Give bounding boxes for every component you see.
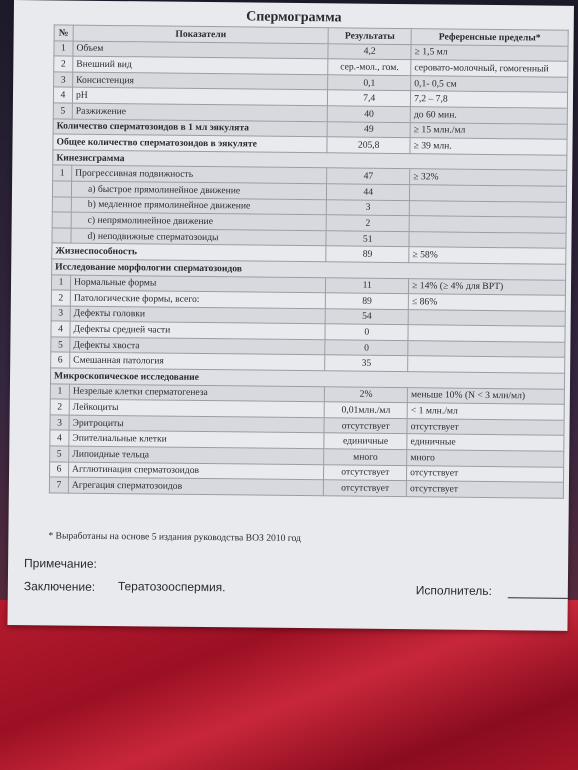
row-parameter: Патологические формы, всего:: [70, 290, 325, 308]
row-parameter: Внешний вид: [73, 56, 328, 74]
row-parameter: Агрегация сперматозоидов: [68, 477, 323, 495]
row-number: [52, 212, 71, 228]
conclusion-value: Тератозооспермия.: [117, 579, 226, 595]
row-parameter: Агглютинация сперматозоидов: [68, 462, 323, 480]
row-parameter: d) неподвижные сперматозоиды: [71, 228, 326, 246]
row-reference: серовато-молочный, гомогенный: [411, 60, 568, 77]
row-reference: [408, 341, 565, 358]
row-number: [52, 228, 71, 244]
row-number: 1: [53, 165, 72, 181]
row-result: 0,1: [328, 75, 411, 91]
row-number: 4: [51, 321, 70, 337]
row-reference: < 1 млн./мл: [407, 403, 564, 420]
executor-label: Исполнитель:: [415, 583, 493, 599]
row-reference: много: [407, 450, 564, 467]
row-result: отсутствует: [324, 464, 407, 480]
row-number: 5: [53, 103, 72, 119]
row-parameter: Количество сперматозоидов в 1 мл эякулята: [53, 118, 327, 136]
row-number: 4: [50, 430, 69, 446]
col-name-header: Показатели: [73, 25, 328, 43]
col-result-header: Результаты: [328, 28, 411, 44]
row-reference: [409, 200, 566, 217]
row-reference: [408, 356, 565, 373]
row-number: 1: [54, 41, 73, 57]
row-number: 3: [51, 306, 70, 322]
row-parameter: Липоидные тельца: [69, 446, 324, 464]
row-parameter: a) быстрое прямолинейное движение: [71, 181, 326, 199]
row-reference: [409, 216, 566, 233]
row-reference: отсутствует: [407, 465, 564, 482]
col-ref-header: Референсные пределы*: [411, 29, 568, 46]
row-result: 51: [326, 231, 409, 247]
row-reference: до 60 мин.: [410, 107, 567, 124]
row-result: 54: [325, 308, 408, 324]
row-result: много: [324, 449, 407, 465]
row-result: 2: [326, 215, 409, 231]
note-label: Примечание:: [24, 556, 97, 571]
row-parameter: Смешанная патология: [70, 353, 325, 371]
row-number: [52, 196, 71, 212]
row-reference: [408, 309, 565, 326]
section-heading: Исследование морфологии сперматозоидов: [52, 259, 566, 280]
row-reference: ≥ 1,5 мл: [411, 44, 568, 61]
row-result: 4,2: [328, 43, 411, 59]
col-num-header: №: [54, 25, 73, 41]
row-result: 40: [328, 106, 411, 122]
row-reference: единичные: [407, 434, 564, 451]
row-parameter: Консистенция: [73, 72, 328, 90]
row-result: 49: [327, 121, 410, 137]
signature-line: [508, 597, 568, 599]
row-result: единичные: [324, 433, 407, 449]
row-parameter: Дефекты хвоста: [70, 337, 325, 355]
row-number: 4: [53, 87, 72, 103]
footnote: * Выработаны на основе 5 издания руководства ВОЗ 2010 год: [48, 530, 301, 545]
row-reference: ≥ 32%: [410, 169, 567, 186]
row-parameter: b) медленное прямолинейное движение: [71, 197, 326, 215]
row-parameter: Дефекты средней части: [70, 321, 325, 339]
row-result: 47: [327, 168, 410, 184]
row-parameter: Дефекты головки: [70, 306, 325, 324]
row-reference: ≥ 39 млн.: [410, 138, 567, 155]
row-result: 35: [325, 355, 408, 371]
row-result: 89: [326, 246, 409, 262]
row-reference: ≥ 58%: [409, 247, 566, 264]
row-result: сер.-мол., гом.: [328, 59, 411, 75]
row-parameter: c) непрямолинейное движение: [71, 212, 326, 230]
row-result: 205,8: [327, 137, 410, 153]
row-result: 0,01млн./мл: [324, 402, 407, 418]
row-reference: [409, 231, 566, 248]
row-parameter: Эритроциты: [69, 415, 324, 433]
row-result: отсутствует: [324, 418, 407, 434]
row-number: 2: [51, 290, 70, 306]
row-parameter: Нормальные формы: [70, 275, 325, 293]
row-number: 1: [51, 274, 70, 290]
section-heading: Кинезисграмма: [53, 150, 567, 171]
row-number: 6: [51, 352, 70, 368]
row-number: 3: [54, 72, 73, 88]
row-reference: ≥ 15 млн./мл: [410, 122, 567, 139]
row-result: 2%: [325, 386, 408, 402]
row-result: 3: [327, 199, 410, 215]
row-number: 2: [50, 399, 69, 415]
row-reference: [410, 185, 567, 202]
row-reference: меньше 10% (N < 3 млн/мл): [407, 387, 564, 404]
row-number: 5: [50, 446, 69, 462]
row-parameter: Незрелые клетки сперматогенеза: [69, 384, 324, 402]
row-result: 7,4: [328, 90, 411, 106]
conclusion-label: Заключение:: [23, 579, 96, 594]
row-number: [52, 181, 71, 197]
row-result: 0: [325, 324, 408, 340]
results-table: [49, 24, 569, 498]
row-number: 2: [54, 56, 73, 72]
row-parameter: Объем: [73, 41, 328, 59]
report-sheet: [7, 0, 574, 631]
row-reference: отсутствует: [407, 418, 564, 435]
row-number: 7: [49, 477, 68, 493]
row-parameter: pH: [72, 87, 327, 105]
row-reference: [408, 325, 565, 342]
section-heading: Микроскопическое исследование: [50, 368, 564, 389]
row-number: 1: [50, 384, 69, 400]
document-title: Спермограмма: [246, 9, 342, 26]
row-parameter: Лейкоциты: [69, 399, 324, 417]
row-reference: 7,2 – 7,8: [411, 91, 568, 108]
row-reference: ≤ 86%: [408, 294, 565, 311]
row-number: 5: [51, 337, 70, 353]
row-result: 0: [325, 340, 408, 356]
row-parameter: Прогрессивная подвижность: [72, 165, 327, 183]
row-result: 89: [326, 293, 409, 309]
row-number: 3: [50, 415, 69, 431]
row-reference: ≥ 14% (≥ 4% для ВРТ): [409, 278, 566, 295]
row-parameter: Разжижение: [72, 103, 327, 121]
row-result: 44: [327, 184, 410, 200]
row-reference: отсутствует: [406, 481, 563, 498]
row-number: 6: [50, 462, 69, 478]
row-reference: 0,1- 0,5 см: [411, 75, 568, 92]
row-parameter: Жизнеспособность: [52, 243, 326, 261]
row-result: отсутствует: [324, 480, 407, 496]
row-parameter: Общее количество сперматозоидов в эякуляте: [53, 134, 327, 152]
row-parameter: Эпителиальные клетки: [69, 431, 324, 449]
row-result: 11: [326, 277, 409, 293]
